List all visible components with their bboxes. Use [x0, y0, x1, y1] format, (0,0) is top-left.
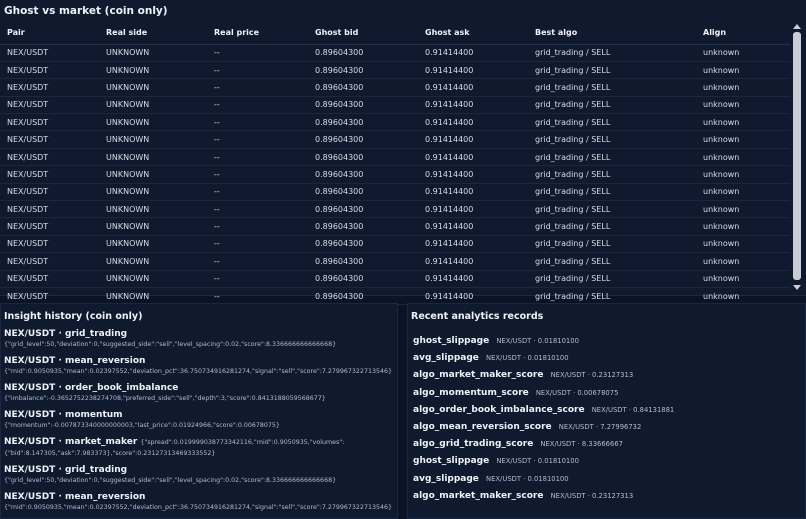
scrollbar-thumb[interactable] [793, 32, 801, 280]
record-name: ghost_slippage [413, 456, 490, 467]
record-name: algo_mean_reversion_score [413, 421, 552, 432]
pair-cell: NEX/USDT [0, 44, 99, 61]
pair-cell: NEX/USDT [0, 114, 99, 131]
column-header-real-price[interactable]: Real price [207, 22, 308, 44]
record-name: avg_slippage [413, 353, 479, 364]
real-side-cell: UNKNOWN [99, 61, 207, 78]
insight-detail: {"imbalance":-0.3652752238274708,"preferred_side":"sell","depth":3,"score":0.8413188059568677} [4, 395, 326, 402]
real-side-cell: UNKNOWN [99, 96, 207, 113]
insight-item [1, 382, 397, 404]
insight-heading [4, 382, 394, 394]
insight-heading-text: NEX/USDT · mean_reversion [4, 492, 146, 502]
ghost-bid-cell: 0.89604300 [308, 253, 418, 270]
align-cell: unknown [696, 96, 790, 113]
table-row[interactable] [0, 131, 790, 148]
analytics-record [408, 345, 805, 362]
best-algo-cell: grid_trading / SELL [528, 96, 696, 113]
ghost-ask-cell: 0.91414400 [418, 270, 528, 287]
insight-heading-text: NEX/USDT · momentum [4, 410, 123, 420]
best-algo-cell: grid_trading / SELL [528, 114, 696, 131]
ghost-bid-cell: 0.89604300 [308, 287, 418, 304]
table-header-row [0, 22, 790, 44]
ghost-ask-cell: 0.91414400 [418, 114, 528, 131]
real-side-cell: UNKNOWN [99, 114, 207, 131]
best-algo-cell: grid_trading / SELL [528, 270, 696, 287]
best-algo-cell: grid_trading / SELL [528, 183, 696, 200]
pair-cell: NEX/USDT [0, 253, 99, 270]
table-row[interactable] [0, 235, 790, 252]
real-price-cell: -- [207, 235, 308, 252]
record-name: algo_grid_trading_score [413, 439, 534, 450]
scroll-up-arrow-icon[interactable] [793, 24, 801, 29]
column-header-ghost-ask[interactable]: Ghost ask [418, 22, 528, 44]
ghost-bid-cell: 0.89604300 [308, 270, 418, 287]
insight-item [1, 355, 397, 377]
best-algo-cell: grid_trading / SELL [528, 235, 696, 252]
record-name: algo_market_maker_score [413, 490, 544, 501]
column-header-align[interactable]: Align [696, 22, 790, 44]
best-algo-cell: grid_trading / SELL [528, 131, 696, 148]
ghost-bid-cell: 0.89604300 [308, 235, 418, 252]
real-price-cell: -- [207, 148, 308, 165]
insight-detail: {"mid":0.9050935,"mean":0.02397552,"deviation_pct":36.750734916281274,"signal":"sell","score":7.279967322713546} [4, 368, 392, 375]
real-side-cell: UNKNOWN [99, 183, 207, 200]
insight-heading-text: NEX/USDT · market_maker [4, 437, 138, 447]
record-meta: NEX/USDT · 0.23127313 [550, 371, 634, 380]
real-side-cell: UNKNOWN [99, 270, 207, 287]
insight-inline-detail: {"spread":0.019999038773342116,"mid":0.9050935,"volumes": [140, 439, 345, 446]
insight-heading [4, 491, 394, 503]
analytics-record [408, 414, 805, 431]
table-row[interactable] [0, 218, 790, 235]
pair-cell: NEX/USDT [0, 61, 99, 78]
analytics-record [408, 466, 805, 483]
table-row[interactable] [0, 148, 790, 165]
align-cell: unknown [696, 183, 790, 200]
real-side-cell: UNKNOWN [99, 131, 207, 148]
insight-detail: {"grid_level":50,"deviation":0,"suggested_side":"sell","level_spacing":0.02,"score":8.336666666666668} [4, 477, 337, 484]
analytics-record [408, 431, 805, 448]
ghost-ask-cell: 0.91414400 [418, 148, 528, 165]
real-side-cell: UNKNOWN [99, 44, 207, 61]
real-side-cell: UNKNOWN [99, 201, 207, 218]
column-header-ghost-bid[interactable]: Ghost bid [308, 22, 418, 44]
ghost-bid-cell: 0.89604300 [308, 79, 418, 96]
record-name: algo_market_maker_score [413, 370, 544, 381]
pair-cell: NEX/USDT [0, 79, 99, 96]
ghost-bid-cell: 0.89604300 [308, 114, 418, 131]
table-body [0, 44, 790, 305]
pair-cell: NEX/USDT [0, 166, 99, 183]
record-name: algo_order_book_imbalance_score [413, 404, 585, 415]
real-price-cell: -- [207, 166, 308, 183]
table-scrollbar[interactable] [791, 22, 803, 294]
insight-item [1, 464, 397, 486]
table-row[interactable] [0, 166, 790, 183]
best-algo-cell: grid_trading / SELL [528, 166, 696, 183]
table-row[interactable] [0, 79, 790, 96]
scroll-down-arrow-icon[interactable] [793, 285, 801, 290]
best-algo-cell: grid_trading / SELL [528, 218, 696, 235]
insight-heading-text: NEX/USDT · grid_trading [4, 329, 128, 339]
align-cell: unknown [696, 235, 790, 252]
analytics-record [408, 362, 805, 379]
table-row[interactable] [0, 253, 790, 270]
record-meta: NEX/USDT · 0.84131881 [591, 405, 675, 414]
ghost-ask-cell: 0.91414400 [418, 131, 528, 148]
real-price-cell: -- [207, 96, 308, 113]
insight-detail: {"grid_level":50,"deviation":0,"suggested_side":"sell","level_spacing":0.02,"score":8.336666666666668} [4, 341, 337, 348]
real-price-cell: -- [207, 201, 308, 218]
table-row[interactable] [0, 201, 790, 218]
table-row[interactable] [0, 183, 790, 200]
ghost-bid-cell: 0.89604300 [308, 201, 418, 218]
ghost-ask-cell: 0.91414400 [418, 44, 528, 61]
ghost-ask-cell: 0.91414400 [418, 235, 528, 252]
align-cell: unknown [696, 114, 790, 131]
ghost-bid-cell: 0.89604300 [308, 166, 418, 183]
analytics-record [408, 448, 805, 465]
ghost-bid-cell: 0.89604300 [308, 61, 418, 78]
record-meta: NEX/USDT · 0.01810100 [486, 354, 569, 363]
align-cell: unknown [696, 79, 790, 96]
best-algo-cell: grid_trading / SELL [528, 148, 696, 165]
insight-list[interactable] [1, 328, 397, 513]
pair-cell: NEX/USDT [0, 96, 99, 113]
analytics-record [408, 328, 805, 345]
align-cell: unknown [696, 61, 790, 78]
analytics-records-panel [407, 303, 806, 519]
ghost-ask-cell: 0.91414400 [418, 96, 528, 113]
real-price-cell: -- [207, 218, 308, 235]
pair-cell: NEX/USDT [0, 218, 99, 235]
ghost-ask-cell: 0.91414400 [418, 201, 528, 218]
table-row[interactable] [0, 270, 790, 287]
insight-history-panel [0, 303, 398, 519]
analytics-record [408, 380, 805, 397]
record-meta: NEX/USDT · 0.01810100 [486, 474, 569, 483]
real-side-cell: UNKNOWN [99, 235, 207, 252]
column-header-pair[interactable]: Pair [0, 22, 99, 44]
table-row[interactable] [0, 96, 790, 113]
ghost-bid-cell: 0.89604300 [308, 131, 418, 148]
record-meta: NEX/USDT · 0.23127313 [550, 491, 634, 500]
best-algo-cell: grid_trading / SELL [528, 201, 696, 218]
ghost-vs-market-table-container[interactable] [0, 22, 790, 301]
real-side-cell: UNKNOWN [99, 166, 207, 183]
real-side-cell: UNKNOWN [99, 253, 207, 270]
insight-history-title: Insight history (coin only) [4, 311, 143, 322]
insight-heading-text: NEX/USDT · order_book_imbalance [4, 383, 179, 393]
ghost-bid-cell: 0.89604300 [308, 44, 418, 61]
insight-item [1, 328, 397, 350]
ghost-ask-cell: 0.91414400 [418, 166, 528, 183]
ghost-vs-market-title: Ghost vs market (coin only) [4, 5, 168, 17]
ghost-bid-cell: 0.89604300 [308, 218, 418, 235]
insight-heading [4, 436, 394, 449]
record-meta: NEX/USDT · 0.01810100 [496, 457, 579, 466]
real-side-cell: UNKNOWN [99, 79, 207, 96]
best-algo-cell: grid_trading / SELL [528, 79, 696, 96]
table-row[interactable] [0, 61, 790, 78]
align-cell: unknown [696, 201, 790, 218]
column-header-real-side[interactable]: Real side [99, 22, 207, 44]
best-algo-cell: grid_trading / SELL [528, 287, 696, 304]
real-price-cell: -- [207, 183, 308, 200]
insight-heading [4, 409, 394, 421]
align-cell: unknown [696, 218, 790, 235]
table-row[interactable] [0, 44, 790, 61]
record-name: avg_slippage [413, 473, 479, 484]
record-meta: NEX/USDT · 7.27996732 [558, 422, 642, 431]
align-cell: unknown [696, 44, 790, 61]
real-side-cell: UNKNOWN [99, 287, 207, 304]
analytics-records-title: Recent analytics records [411, 311, 544, 322]
real-price-cell: -- [207, 61, 308, 78]
align-cell: unknown [696, 166, 790, 183]
insight-detail: {"bid":8.147305,"ask":7.983373},"score":0.23127313469333552} [4, 450, 216, 457]
insight-item [1, 409, 397, 431]
real-price-cell: -- [207, 114, 308, 131]
pair-cell: NEX/USDT [0, 270, 99, 287]
insight-heading-text: NEX/USDT · grid_trading [4, 465, 128, 475]
ghost-ask-cell: 0.91414400 [418, 287, 528, 304]
real-side-cell: UNKNOWN [99, 148, 207, 165]
insight-detail: {"mid":0.9050935,"mean":0.02397552,"deviation_pct":36.750734916281274,"signal":"sell","score":7.279967322713546} [4, 504, 392, 511]
record-name: algo_momentum_score [413, 387, 529, 398]
ghost-bid-cell: 0.89604300 [308, 183, 418, 200]
record-name: ghost_slippage [413, 336, 490, 346]
real-price-cell: -- [207, 79, 308, 96]
real-side-cell: UNKNOWN [99, 218, 207, 235]
best-algo-cell: grid_trading / SELL [528, 253, 696, 270]
pair-cell: NEX/USDT [0, 235, 99, 252]
insight-heading [4, 464, 394, 476]
ghost-vs-market-table [0, 22, 790, 305]
align-cell: unknown [696, 253, 790, 270]
align-cell: unknown [696, 148, 790, 165]
best-algo-cell: grid_trading / SELL [528, 61, 696, 78]
ghost-bid-cell: 0.89604300 [308, 96, 418, 113]
real-price-cell: -- [207, 253, 308, 270]
pair-cell: NEX/USDT [0, 183, 99, 200]
insight-heading [4, 328, 394, 340]
ghost-ask-cell: 0.91414400 [418, 218, 528, 235]
analytics-record [408, 483, 805, 500]
real-price-cell: -- [207, 270, 308, 287]
insight-item [1, 436, 397, 459]
record-meta: NEX/USDT · 0.01810100 [496, 337, 579, 345]
ghost-ask-cell: 0.91414400 [418, 183, 528, 200]
ghost-bid-cell: 0.89604300 [308, 148, 418, 165]
analytics-record [408, 397, 805, 414]
real-price-cell: -- [207, 287, 308, 304]
column-header-best-algo[interactable]: Best algo [528, 22, 696, 44]
real-price-cell: -- [207, 44, 308, 61]
insight-heading [4, 355, 394, 367]
align-cell: unknown [696, 287, 790, 304]
ghost-ask-cell: 0.91414400 [418, 61, 528, 78]
table-row[interactable] [0, 114, 790, 131]
record-meta: NEX/USDT · 0.00678075 [535, 388, 619, 397]
ghost-ask-cell: 0.91414400 [418, 253, 528, 270]
ghost-ask-cell: 0.91414400 [418, 79, 528, 96]
best-algo-cell: grid_trading / SELL [528, 44, 696, 61]
insight-detail: {"momentum":-0.007873340000000003,"last_price":0.01924966,"score":0.00678075} [4, 422, 280, 429]
align-cell: unknown [696, 270, 790, 287]
pair-cell: NEX/USDT [0, 287, 99, 304]
record-list[interactable] [408, 328, 805, 500]
real-price-cell: -- [207, 131, 308, 148]
align-cell: unknown [696, 131, 790, 148]
record-meta: NEX/USDT · 8.33666667 [540, 440, 623, 449]
pair-cell: NEX/USDT [0, 148, 99, 165]
insight-heading-text: NEX/USDT · mean_reversion [4, 356, 146, 366]
pair-cell: NEX/USDT [0, 131, 99, 148]
pair-cell: NEX/USDT [0, 201, 99, 218]
insight-item [1, 491, 397, 513]
